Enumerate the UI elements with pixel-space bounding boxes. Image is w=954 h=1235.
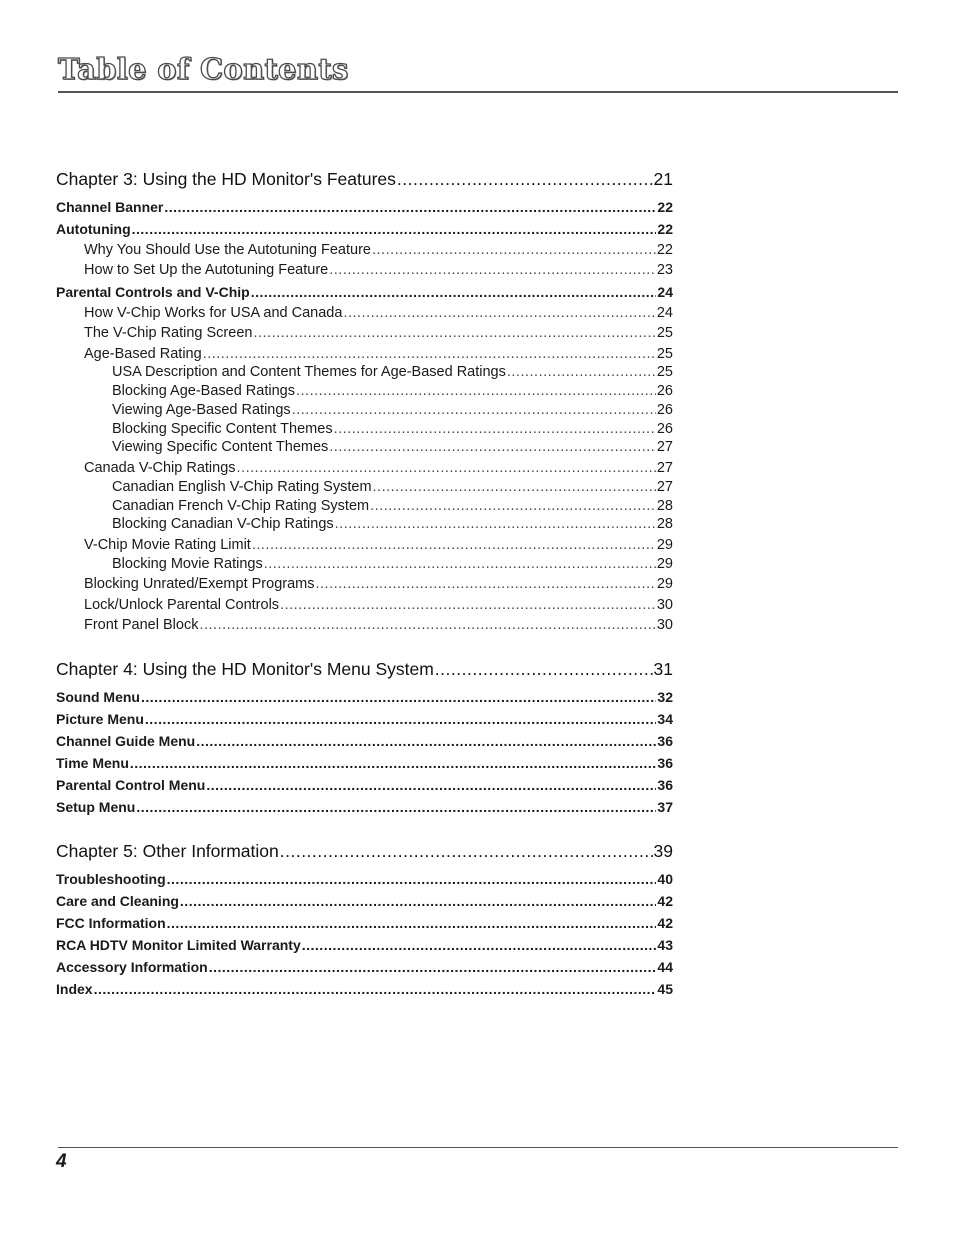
chapter-section bbox=[56, 163, 673, 633]
toc-entry-page: 29 bbox=[656, 576, 673, 593]
page-number: 4 bbox=[56, 1151, 67, 1172]
dot-leader bbox=[145, 711, 657, 727]
dot-leader bbox=[130, 755, 657, 771]
dot-leader bbox=[334, 421, 656, 437]
toc-entry[interactable] bbox=[56, 278, 673, 300]
toc-entry[interactable] bbox=[56, 237, 673, 258]
page-title: Table of Contents bbox=[58, 52, 349, 86]
dot-leader bbox=[180, 893, 657, 909]
toc-entry-page: 22 bbox=[657, 221, 673, 237]
dot-leader bbox=[435, 659, 653, 680]
toc-entry-page: 29 bbox=[656, 555, 673, 572]
dot-leader bbox=[264, 556, 656, 572]
toc-entry[interactable] bbox=[56, 793, 673, 815]
dot-leader bbox=[206, 777, 656, 793]
toc-entry-label: Why You Should Use the Autotuning Feature bbox=[84, 241, 371, 258]
toc-entry-label: Setup Menu bbox=[56, 799, 136, 816]
toc-entry[interactable] bbox=[56, 683, 673, 705]
toc-entry-page: 22 bbox=[657, 199, 673, 215]
dot-leader bbox=[167, 871, 657, 887]
toc-entry-page: 42 bbox=[657, 915, 673, 932]
dot-leader bbox=[203, 346, 656, 362]
toc-entry-label: Parental Controls and V-Chip bbox=[56, 284, 250, 300]
chapter-page-number: 31 bbox=[653, 659, 673, 680]
toc-entry-label: Canada V-Chip Ratings bbox=[84, 459, 236, 476]
toc-entry[interactable] bbox=[56, 300, 673, 321]
toc-entry-label: Picture Menu bbox=[56, 711, 144, 728]
toc-entry[interactable] bbox=[56, 572, 673, 593]
toc-entry-label: USA Description and Content Themes for Age-Based Ratings bbox=[112, 364, 506, 381]
footer-divider bbox=[58, 1147, 898, 1148]
chapter-section bbox=[56, 653, 673, 815]
chapter-title: Chapter 4: Using the HD Monitor's Menu System bbox=[56, 659, 434, 680]
toc-entry[interactable] bbox=[56, 258, 673, 279]
toc-entry-page: 44 bbox=[657, 959, 673, 976]
toc-entry-label: Age-Based Rating bbox=[84, 345, 202, 362]
dot-leader bbox=[167, 915, 657, 931]
toc-entry-page: 24 bbox=[656, 304, 673, 321]
toc-entry-label: How to Set Up the Autotuning Feature bbox=[84, 262, 329, 278]
table-of-contents bbox=[56, 163, 673, 1017]
toc-entry-page: 34 bbox=[657, 711, 673, 728]
chapter-title: Chapter 5: Other Information bbox=[56, 841, 279, 862]
dot-leader bbox=[397, 169, 653, 190]
dot-leader bbox=[251, 284, 657, 300]
toc-entry-page: 27 bbox=[656, 478, 673, 495]
toc-entry-label: Channel Guide Menu bbox=[56, 733, 196, 750]
toc-entry-page: 22 bbox=[656, 241, 673, 258]
toc-entry[interactable] bbox=[56, 193, 673, 215]
dot-leader bbox=[329, 262, 656, 278]
dot-leader bbox=[292, 402, 656, 418]
toc-entry-page: 26 bbox=[656, 401, 673, 418]
toc-entry-page: 45 bbox=[657, 981, 673, 998]
toc-entry[interactable] bbox=[56, 771, 673, 793]
toc-entry-page: 36 bbox=[657, 733, 673, 750]
toc-entry-label: How V-Chip Works for USA and Canada bbox=[84, 304, 343, 321]
toc-entry-page: 24 bbox=[657, 284, 673, 300]
toc-entry[interactable] bbox=[56, 495, 673, 514]
dot-leader bbox=[302, 937, 657, 953]
chapter-page-number: 21 bbox=[653, 169, 673, 189]
toc-entry-label: Channel Banner bbox=[56, 199, 164, 215]
toc-entry[interactable] bbox=[56, 399, 673, 418]
toc-entry[interactable] bbox=[56, 514, 673, 533]
toc-entry-label: Front Panel Block bbox=[84, 617, 199, 634]
toc-entry-label: Viewing Age-Based Ratings bbox=[112, 401, 291, 418]
dot-leader bbox=[373, 479, 656, 495]
toc-entry-label: Autotuning bbox=[56, 221, 131, 237]
toc-entry-page: 30 bbox=[656, 617, 673, 634]
toc-entry-label: Viewing Specific Content Themes bbox=[112, 439, 329, 456]
toc-entry-label: Blocking Canadian V-Chip Ratings bbox=[112, 516, 334, 533]
toc-entry[interactable] bbox=[56, 931, 673, 953]
dot-leader bbox=[316, 576, 656, 592]
toc-entry-page: 29 bbox=[656, 536, 673, 553]
toc-entry[interactable] bbox=[56, 953, 673, 975]
dot-leader bbox=[237, 460, 656, 476]
toc-entry-page: 27 bbox=[656, 439, 673, 456]
toc-entry-page: 40 bbox=[657, 871, 673, 888]
toc-entry[interactable] bbox=[56, 909, 673, 931]
chapter-heading[interactable] bbox=[56, 835, 673, 862]
toc-entry-page: 25 bbox=[656, 325, 673, 341]
toc-entry-label: Time Menu bbox=[56, 755, 129, 772]
toc-entry[interactable] bbox=[56, 887, 673, 909]
dot-leader bbox=[370, 498, 656, 514]
toc-entry-page: 26 bbox=[656, 383, 673, 400]
toc-entry-page: 43 bbox=[657, 937, 673, 954]
dot-leader bbox=[280, 597, 656, 613]
toc-entry[interactable] bbox=[56, 341, 673, 362]
dot-leader bbox=[136, 799, 656, 815]
chapter-title: Chapter 3: Using the HD Monitor's Features bbox=[56, 169, 396, 189]
toc-entry-label: Blocking Movie Ratings bbox=[112, 555, 263, 572]
toc-entry[interactable] bbox=[56, 418, 673, 437]
toc-entry-label: Sound Menu bbox=[56, 689, 140, 706]
toc-entry-page: 42 bbox=[657, 893, 673, 910]
dot-leader bbox=[253, 325, 655, 341]
chapter-heading[interactable] bbox=[56, 653, 673, 680]
chapter-section bbox=[56, 835, 673, 997]
toc-entry[interactable] bbox=[56, 362, 673, 381]
toc-entry-page: 23 bbox=[656, 262, 673, 278]
toc-entry-page: 27 bbox=[656, 459, 673, 476]
toc-entry-label: Canadian French V-Chip Rating System bbox=[112, 497, 370, 514]
dot-leader bbox=[132, 221, 657, 237]
toc-entry-label: The V-Chip Rating Screen bbox=[84, 325, 253, 341]
dot-leader bbox=[329, 439, 656, 455]
toc-entry[interactable] bbox=[56, 975, 673, 997]
toc-entry[interactable] bbox=[56, 215, 673, 237]
dot-leader bbox=[196, 733, 656, 749]
toc-entry-label: Blocking Age-Based Ratings bbox=[112, 383, 295, 400]
toc-entry-label: Blocking Specific Content Themes bbox=[112, 420, 333, 437]
dot-leader bbox=[252, 537, 656, 553]
toc-entry-page: 28 bbox=[656, 516, 673, 533]
toc-entry[interactable] bbox=[56, 476, 673, 495]
toc-entry-page: 36 bbox=[657, 755, 673, 772]
toc-entry-page: 32 bbox=[657, 689, 673, 706]
toc-entry-label: Index bbox=[56, 981, 93, 998]
dot-leader bbox=[343, 305, 655, 321]
dot-leader bbox=[335, 516, 656, 532]
toc-entry[interactable] bbox=[56, 749, 673, 771]
toc-entry-page: 36 bbox=[657, 777, 673, 794]
toc-entry-label: FCC Information bbox=[56, 915, 166, 932]
toc-entry[interactable] bbox=[56, 705, 673, 727]
header-divider bbox=[58, 91, 898, 93]
toc-entry[interactable] bbox=[56, 532, 673, 553]
toc-entry[interactable] bbox=[56, 865, 673, 887]
dot-leader bbox=[164, 199, 656, 215]
toc-entry-page: 28 bbox=[656, 497, 673, 514]
toc-entry-label: Accessory Information bbox=[56, 959, 208, 976]
toc-entry[interactable] bbox=[56, 592, 673, 613]
dot-leader bbox=[94, 981, 657, 997]
dot-leader bbox=[199, 617, 655, 633]
chapter-heading[interactable] bbox=[56, 163, 673, 190]
toc-entry[interactable] bbox=[56, 437, 673, 456]
toc-entry[interactable] bbox=[56, 553, 673, 572]
toc-entry-page: 25 bbox=[656, 345, 673, 362]
toc-entry-page: 37 bbox=[657, 799, 673, 816]
dot-leader bbox=[280, 841, 653, 862]
toc-entry-label: Care and Cleaning bbox=[56, 893, 179, 910]
toc-entry-label: RCA HDTV Monitor Limited Warranty bbox=[56, 937, 301, 954]
toc-entry-label: Troubleshooting bbox=[56, 871, 166, 888]
toc-entry-label: Lock/Unlock Parental Controls bbox=[84, 596, 280, 613]
toc-entry[interactable] bbox=[56, 321, 673, 342]
toc-entry[interactable] bbox=[56, 613, 673, 634]
chapter-page-number: 39 bbox=[653, 841, 673, 862]
dot-leader bbox=[209, 959, 657, 975]
toc-entry-page: 26 bbox=[656, 420, 673, 437]
toc-entry-label: Blocking Unrated/Exempt Programs bbox=[84, 576, 315, 593]
dot-leader bbox=[296, 383, 656, 399]
toc-entry[interactable] bbox=[56, 455, 673, 476]
toc-entry[interactable] bbox=[56, 380, 673, 399]
toc-entry-label: Canadian English V-Chip Rating System bbox=[112, 478, 372, 495]
dot-leader bbox=[372, 242, 656, 258]
toc-entry[interactable] bbox=[56, 727, 673, 749]
toc-entry-label: V-Chip Movie Rating Limit bbox=[84, 536, 251, 553]
toc-entry-page: 30 bbox=[656, 596, 673, 613]
toc-entry-label: Parental Control Menu bbox=[56, 777, 206, 794]
dot-leader bbox=[141, 689, 656, 705]
dot-leader bbox=[507, 364, 656, 380]
toc-entry-page: 25 bbox=[656, 364, 673, 381]
